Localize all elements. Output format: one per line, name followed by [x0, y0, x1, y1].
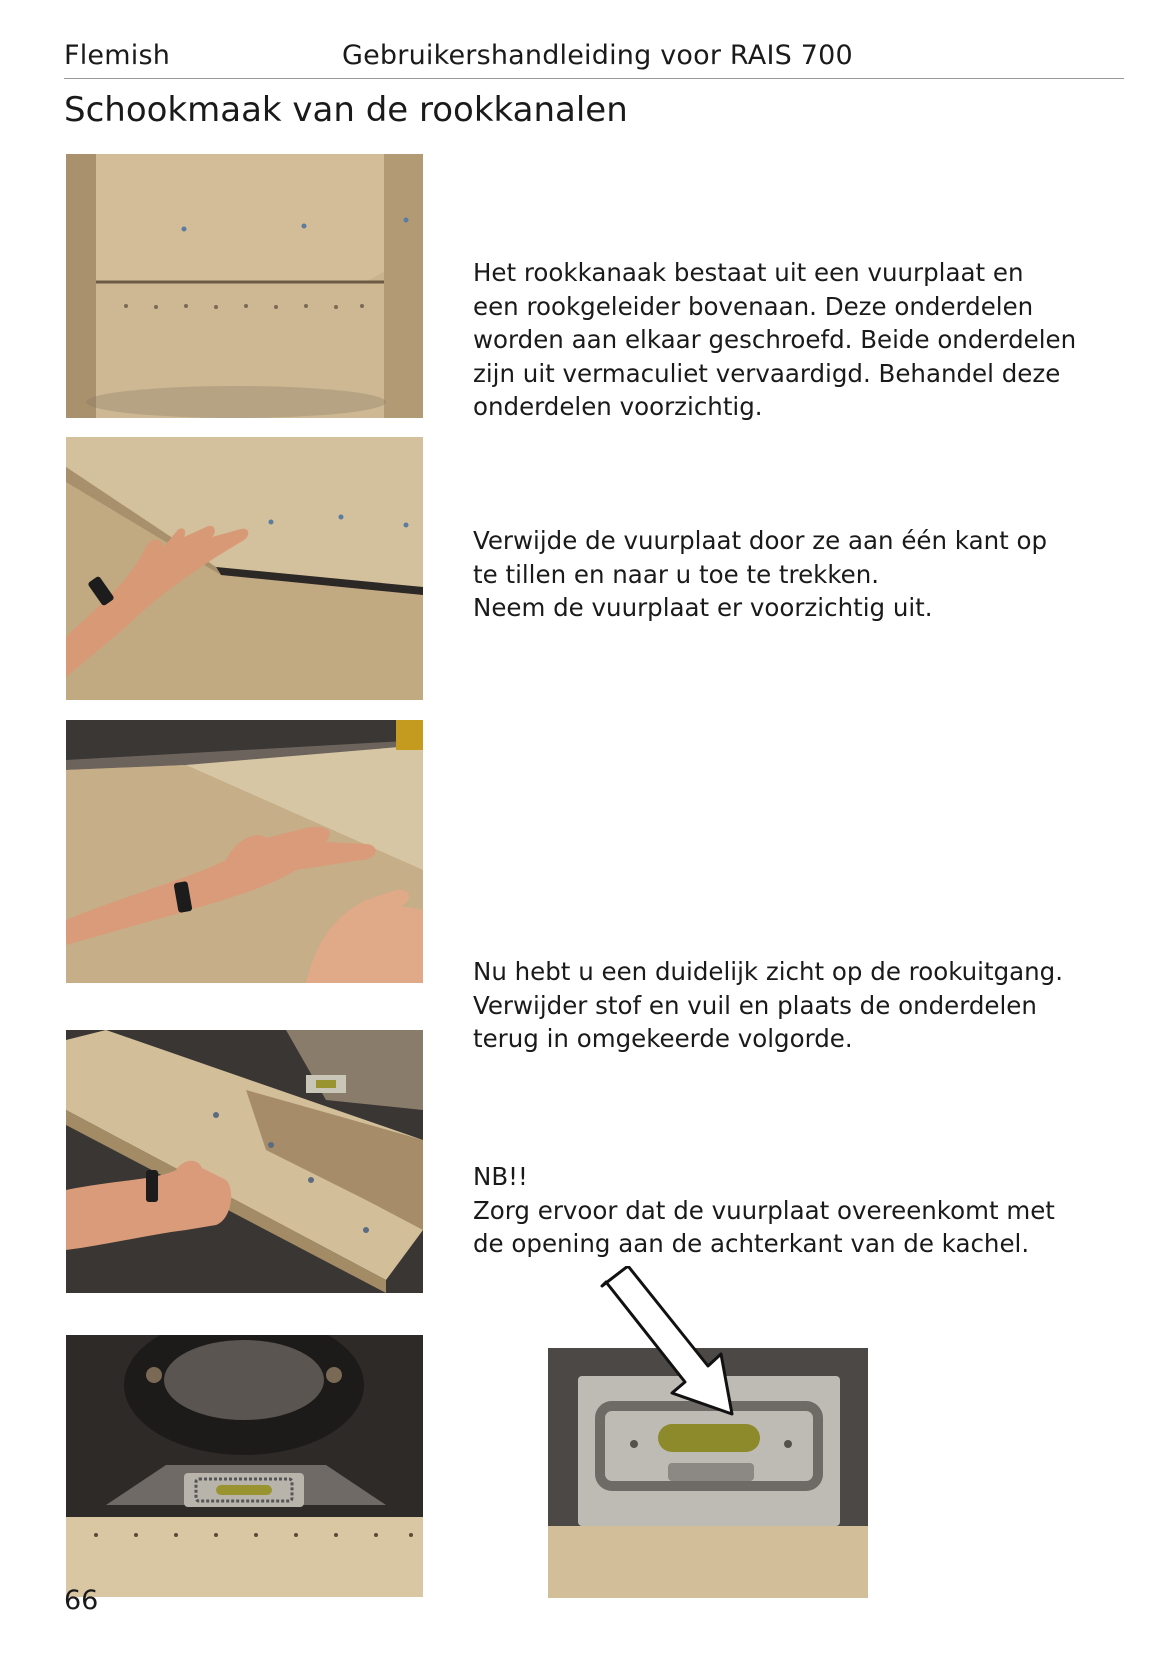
paragraph-clean-outlet: Nu hebt u een duidelijk zicht op de rookuitgang. Verwijder stof en vuil en plaats de onderdelen terug in omgekeerde volgorde. [473, 957, 1063, 1053]
photo-outlet-closeup [548, 1266, 868, 1598]
header-language: Flemish [64, 40, 171, 71]
photo-fireplate-removed [66, 1030, 423, 1293]
paragraph-intro: Het rookkanaak bestaat uit een vuurplaat en een rookgeleider bovenaan. Deze onderdelen worden aan elkaar geschroefd. Beide onderdelen zijn uit vermaculiet vervaardigd. Behandel deze onderdelen voorzichtig. [473, 258, 1077, 421]
photo-firebox-interior [66, 154, 423, 418]
photo-pulling-fireplate [66, 720, 423, 983]
photo-smoke-outlet [66, 1335, 423, 1597]
header-divider [64, 78, 1124, 79]
paragraph-note: NB!! Zorg ervoor dat de vuurplaat overeenkomt met de opening aan de achterkant van de kachel. [473, 1162, 1055, 1258]
paragraph-remove-fireplate: Verwijde de vuurplaat door ze aan één kant op te tillen en naar u toe te trekken. Neem de vuurplaat er voorzichtig uit. [473, 526, 1048, 622]
page-number: 66 [64, 1585, 99, 1616]
photo-lifting-fireplate [66, 437, 423, 700]
page-title: Schookmaak van de rookkanalen [64, 90, 628, 130]
header-manual-title: Gebruikershandleiding voor RAIS 700 [342, 40, 853, 71]
